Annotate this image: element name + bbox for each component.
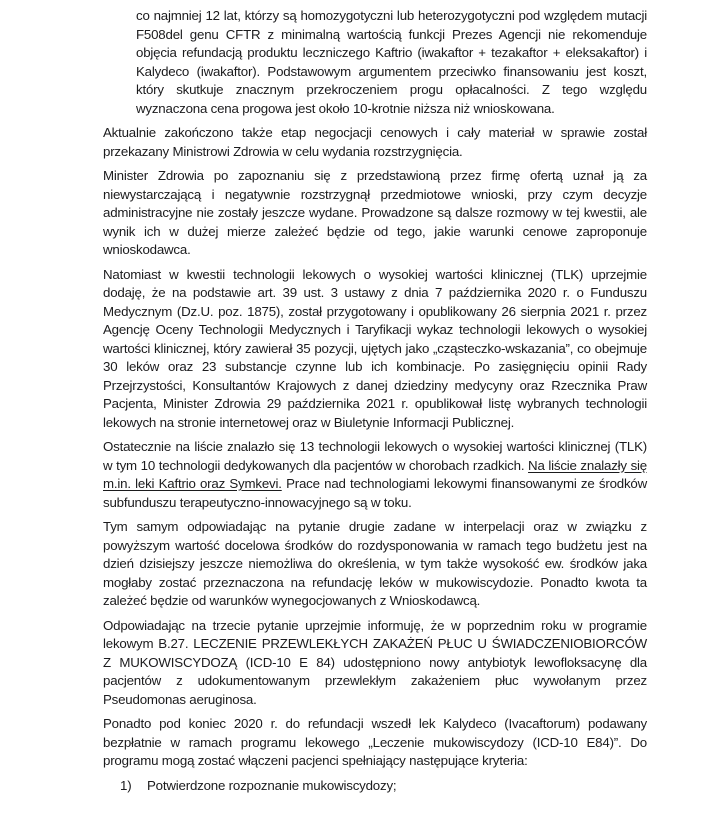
paragraph-tlk-legal-basis: Natomiast w kwestii technologii lekowych o wysokiej wartości klinicznej (TLK) uprzejmie dodaję, że na podstawie art. 39 ust. 3 ustawy z dnia 7 października 2020 r. o Funduszu Medycznym (Dz.U. poz. 1875), został przygotowany i opublikowany 26 sierpnia 2021 r. przez Agencję Oceny Technologii Medycznych i Taryfikacji wykaz technologii lekowych o wysokiej wartości klinicznej, który zawierał 35 pozycji, ujętych jako „cząsteczko-wskazania”, co obejmuje 30 leków oraz 23 substancje czynne lub ich kombinacje. Po zasięgnięciu opinii Rady Przejrzystości, Konsultantów Krajowych z danej dziedziny medycyny oraz Rzecznika Praw Pacjenta, Minister Zdrowia 29 października 2021 r. opublikował listę wybranych technologii lekowych na stronie internetowej oraz w Biuletynie Informacji Publicznej. [103, 266, 647, 430]
criterion-list-item [120, 777, 647, 796]
paragraph-b27-program: Odpowiadając na trzecie pytanie uprzejmie informuję, że w poprzednim roku w programie lekowym B.27. LECZENIE PRZEWLEKŁYCH ZAKAŻEŃ PŁUC U ŚWIADCZENIOBIORCÓW Z MUKOWISCYDOZĄ (ICD-10 E 84) udostępniono nowy antybiotyk lewofloksacynę dla pacjentów z udokumentowanym przewlekłym zakażeniem płuc wywołanym przez Pseudomonas aeruginosa. [103, 617, 647, 707]
final-list-text-before: Ostatecznie na liście znalazło się 13 technologii lekowych o wysokiej wartości klinicznej (TLK) w tym 10 technologii dedykowanych dla pacjentów w chorobach rzadkich. [103, 439, 647, 473]
criterion-text: Potwierdzone rozpoznanie mukowiscydozy; [147, 777, 397, 793]
paragraph-kalydeco-reimbursement: Ponadto pod koniec 2020 r. do refundacji wszedł lek Kalydeco (Ivacaftorum) podawany bezpłatnie w ramach programu lekowego „Leczenie mukowiscydozy (ICD-10 E84)”. Do programu mogą zostać włączeni pacjenci spełniający następujące kryteria: [103, 716, 647, 768]
quoted-indented-paragraph: co najmniej 12 lat, którzy są homozygotyczni lub heterozygotyczni pod względem mutacji F508del genu CFTR z minimalną wartością funkcji Prezes Agencji nie rekomenduje objęcia refundacją produktu leczniczego Kaftrio (iwakaftor + tezakaftor + eleksakaftor) i Kalydeco (iwakaftor). Podstawowym argumentem przeciwko finansowaniu jest koszt, który skutkuje znacznym przekroczeniem progu opłacalności. Z tego względu wyznaczona cena progowa jest około 10-krotnie niższa niż wnioskowana. [136, 8, 647, 116]
paragraph-final-tlk-list [103, 438, 647, 512]
paragraph-budget-answer: Tym samym odpowiadając na pytanie drugie zadane w interpelacji oraz w związku z powyższym wartość docelowa środków do rozdysponowania w ramach tego budżetu jest na dzień dzisiejszy jeszcze niemożliwa do określenia, w tym także wysokość ew. środków jaka mogłaby zostać przeznaczona na refundację leków w mukowiscydozie. Ponadto kwota ta zależeć będzie od warunków wynegocjowanych z Wnioskodawcą. [103, 519, 647, 608]
paragraph-minister-decision: Minister Zdrowia po zapoznaniu się z przedstawioną przez firmę ofertą uznał ją za niewystarczającą i negatywnie rozstrzygnął przedmiotowe wnioski, przy czym decyzje administracyjne nie zostały jeszcze wydane. Prowadzone są dalsze rozmowy w tej kwestii, ale wynik ich w dużej mierze zależeć będzie od tego, jakie warunki cenowe zaproponuje wnioskodawca. [103, 168, 647, 257]
final-list-text-after: Prace nad technologiami lekowymi finansowanymi ze środków subfunduszu terapeutyczno-innowacyjnego są w toku. [103, 476, 647, 510]
paragraph-price-negotiations: Aktualnie zakończono także etap negocjacji cenowych i cały materiał w sprawie został przekazany Ministrowi Zdrowia w celu wydania rozstrzygnięcia. [103, 125, 647, 159]
criterion-number: 1) [120, 777, 132, 793]
underlined-sentence: Na liście znalazły się m.in. leki Kaftrio oraz Symkevi. [103, 457, 647, 491]
